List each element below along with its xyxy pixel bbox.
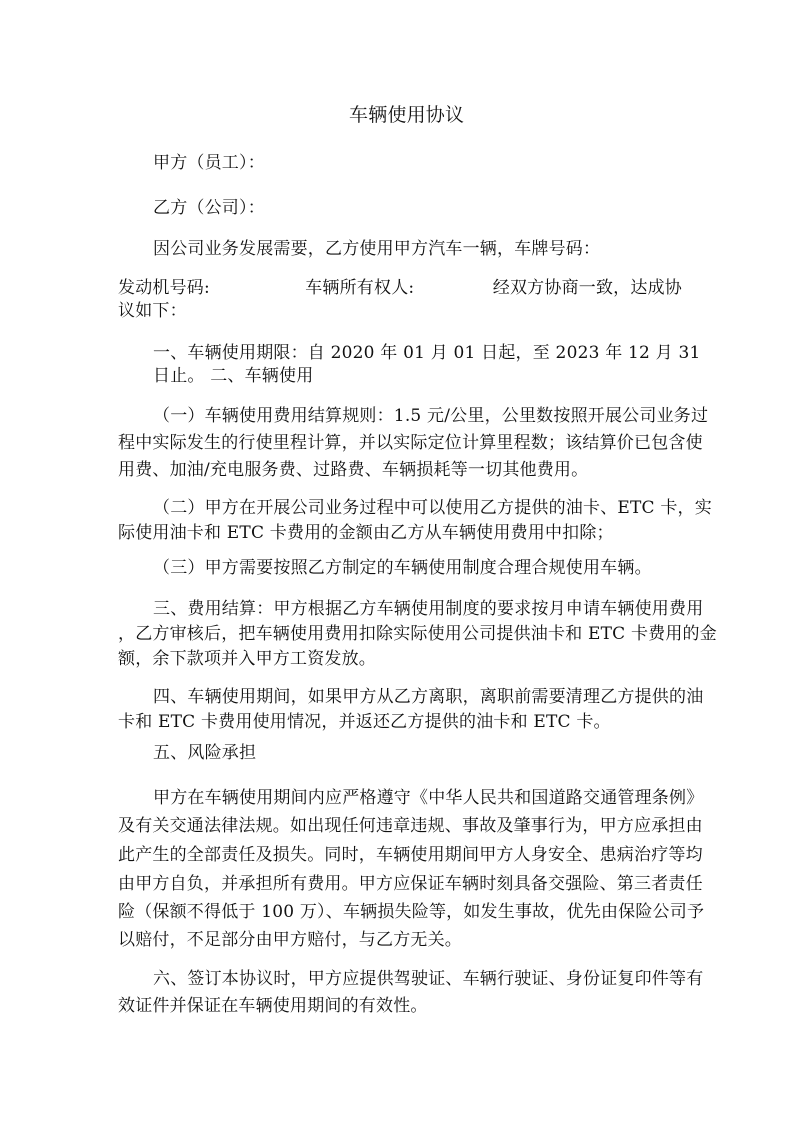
clause-2-1-line-1: （一）车辆使用费用结算规则：1.5 元/公里，公里数按照开展公司业务过 [153,406,709,426]
agree-line: 议如下： [118,301,187,321]
clause-6-line-2: 效证件并保证在车辆使用期间的有效性。 [118,996,428,1016]
clause-2-2-line-2: 际使用油卡和 ETC 卡费用的金额由乙方从车辆使用费用中扣除； [118,523,614,543]
clause-5-line-2: 及有关交通法律法规。如出现任何违章违规、事故及肇事行为，甲方应承担由 [118,816,703,836]
clause-2-1-line-2: 程中实际发生的行使里程计算，并以实际定位计算里程数；该结算价已包含使 [118,433,703,453]
clause-1-line-1: 一、车辆使用期限：自 2020 年 01 月 01 日起，至 2023 年 12 月 31 [153,343,701,363]
engine-owner-line: 发动机号码: 车辆所有权人: 经双方协商一致，达成协 [118,278,682,298]
clause-5-line-3: 此产生的全部责任及损失。同时，车辆使用期间甲方人身安全、患病治疗等均 [118,845,703,865]
clause-5-heading: 五、风险承担 [153,743,257,763]
clause-5-line-4: 由甲方自负，并承担所有费用。甲方应保证车辆时刻具备交强险、第三者责任 [118,874,703,894]
clause-1-line-2: 日止。 二、车辆使用 [153,366,314,386]
clause-5-line-5: 险（保额不得低于 100 万）、车辆损失险等，如发生事故，优先由保险公司予 [118,902,705,922]
clause-2-3-line: （三）甲方需要按照乙方制定的车辆使用制度合理合规使用车辆。 [153,558,652,578]
clause-4-line-2: 卡和 ETC 卡费用使用情况，并返还乙方提供的油卡和 ETC 卡。 [118,712,611,732]
clause-2-2-line-1: （二）甲方在开展公司业务过程中可以使用乙方提供的油卡、ETC 卡，实 [153,498,712,518]
party-b-line: 乙方（公司）： [153,198,265,218]
clause-5-line-6: 以赔付，不足部分由甲方赔付，与乙方无关。 [118,930,462,950]
clause-6-line-1: 六、签订本协议时，甲方应提供驾驶证、车辆行驶证、身份证复印件等有 [153,969,704,989]
clause-4-line-1: 四、车辆使用期间，如果甲方从乙方离职，离职前需要清理乙方提供的油 [153,687,704,707]
intro-line: 因公司业务发展需要，乙方使用甲方汽车一辆，车牌号码： [153,239,601,259]
party-a-line: 甲方（员工）： [153,153,265,173]
clause-3-line-1: 三、费用结算：甲方根据乙方车辆使用制度的要求按月申请车辆使用费用 [153,599,704,619]
clause-5-line-1: 甲方在车辆使用期间内应严格遵守《中华人民共和国道路交通管理条例》 [153,788,704,808]
clause-3-line-3: 额，余下款项并入甲方工资发放。 [118,649,376,669]
clause-3-line-2: ，乙方审核后，把车辆使用费用扣除实际使用公司提供油卡和 ETC 卡费用的金 [118,624,717,644]
clause-2-1-line-3: 用费、加油/充电服务费、过路费、车辆损耗等一切其他费用。 [118,460,589,480]
document-title: 车辆使用协议 [349,104,465,126]
